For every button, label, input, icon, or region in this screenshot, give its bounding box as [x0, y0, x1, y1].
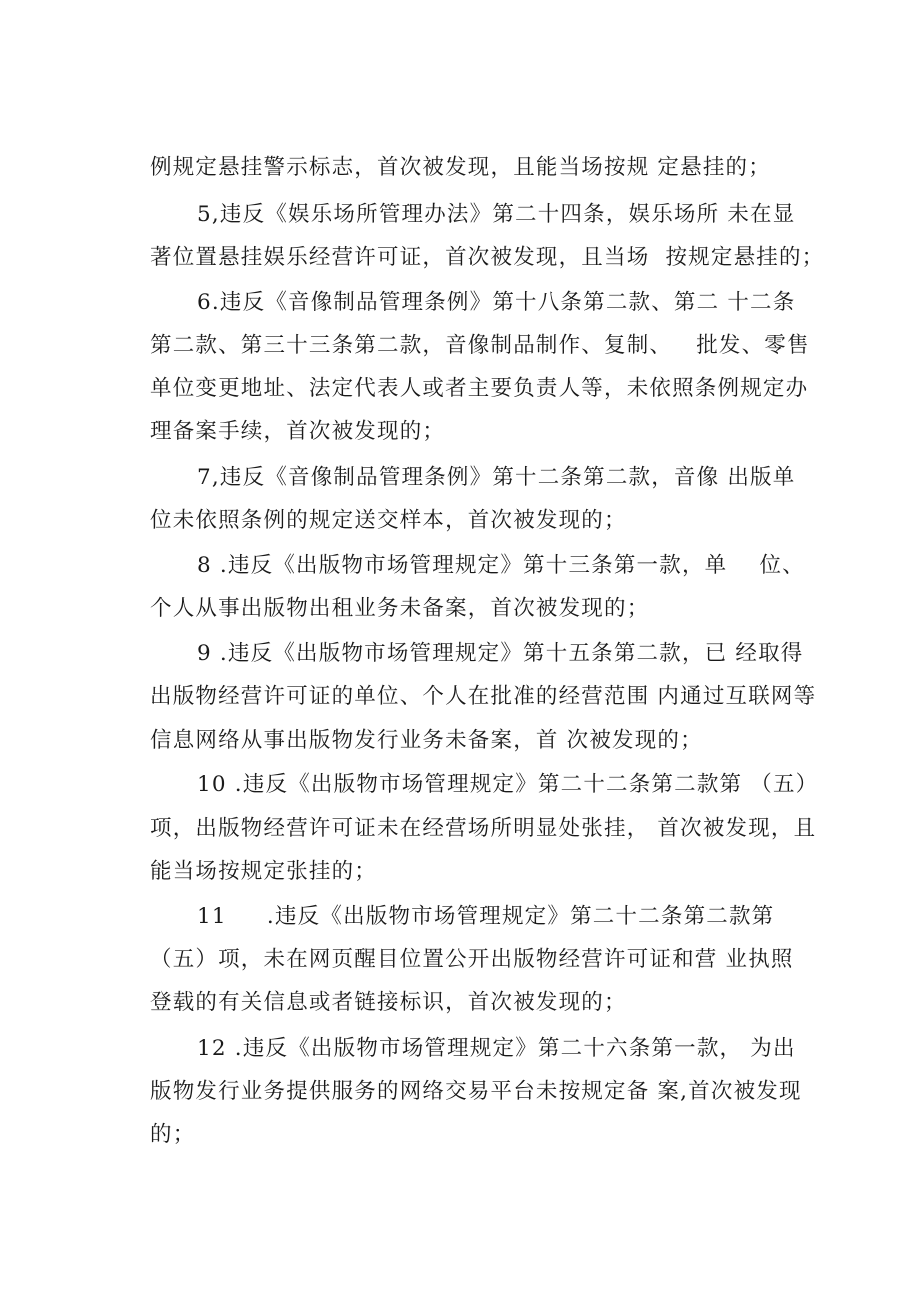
text-line: 单位变更地址、法定代表人或者主要负责人等，未依照条例规定办 — [150, 376, 809, 401]
text-line: 位未依照条例的规定送交样本，首次被发现的； — [150, 508, 627, 533]
text-line: 10 .违反《出版物市场管理规定》第二十二条第二款第 （五） — [197, 772, 819, 797]
text-line: 版物发行业务提供服务的网络交易平台未按规定备 案,首次被发现 — [150, 1079, 802, 1104]
text-line: 例规定悬挂警示标志，首次被发现，且能当场按规 定悬挂的； — [150, 155, 771, 180]
text-line: 11 .违反《出版物市场管理规定》第二十二条第二款第 — [197, 904, 775, 929]
text-line: 项，出版物经营许可证未在经营场所明显处张挂， 首次被发现，且 — [150, 816, 817, 841]
text-line: 能当场按规定张挂的； — [150, 859, 378, 884]
text-line: 6.违反《音像制品管理条例》第十八条第二款、第二 十二条 — [197, 290, 796, 315]
text-line: 个人从事出版物出租业务未备案，首次被发现的； — [150, 596, 650, 621]
text-line: 第二款、第三十三条第二款，音像制品制作、复制、 批发、零售 — [150, 333, 810, 358]
text-line: 5,违反《娱乐场所管理办法》第二十四条，娱乐场所 未在显 — [197, 202, 796, 227]
text-line: 著位置悬挂娱乐经营许可证，首次被发现，且当场 按规定悬挂的； — [150, 245, 825, 270]
text-line: （五）项，未在网页醒目位置公开出版物经营许可证和营 业执照 — [150, 947, 794, 972]
text-line: 7,违反《音像制品管理条例》第十二条第二款，音像 出版单 — [197, 465, 796, 490]
text-line: 出版物经营许可证的单位、个人在批准的经营范围 内通过互联网等 — [150, 684, 817, 709]
text-line: 12 .违反《出版物市场管理规定》第二十六条第一款， 为出 — [197, 1036, 796, 1061]
text-line: 的； — [150, 1122, 196, 1147]
text-line: 9 .违反《出版物市场管理规定》第十五条第二款，已 经取得 — [197, 641, 804, 666]
text-line: 理备案手续，首次被发现的； — [150, 419, 446, 444]
text-line: 信息网络从事出版物发行业务未备案，首 次被发现的； — [150, 728, 703, 753]
text-line: 登载的有关信息或者链接标识，首次被发现的； — [150, 990, 627, 1015]
text-line: 8 .违反《出版物市场管理规定》第十三条第一款，单 位、 — [197, 553, 805, 578]
